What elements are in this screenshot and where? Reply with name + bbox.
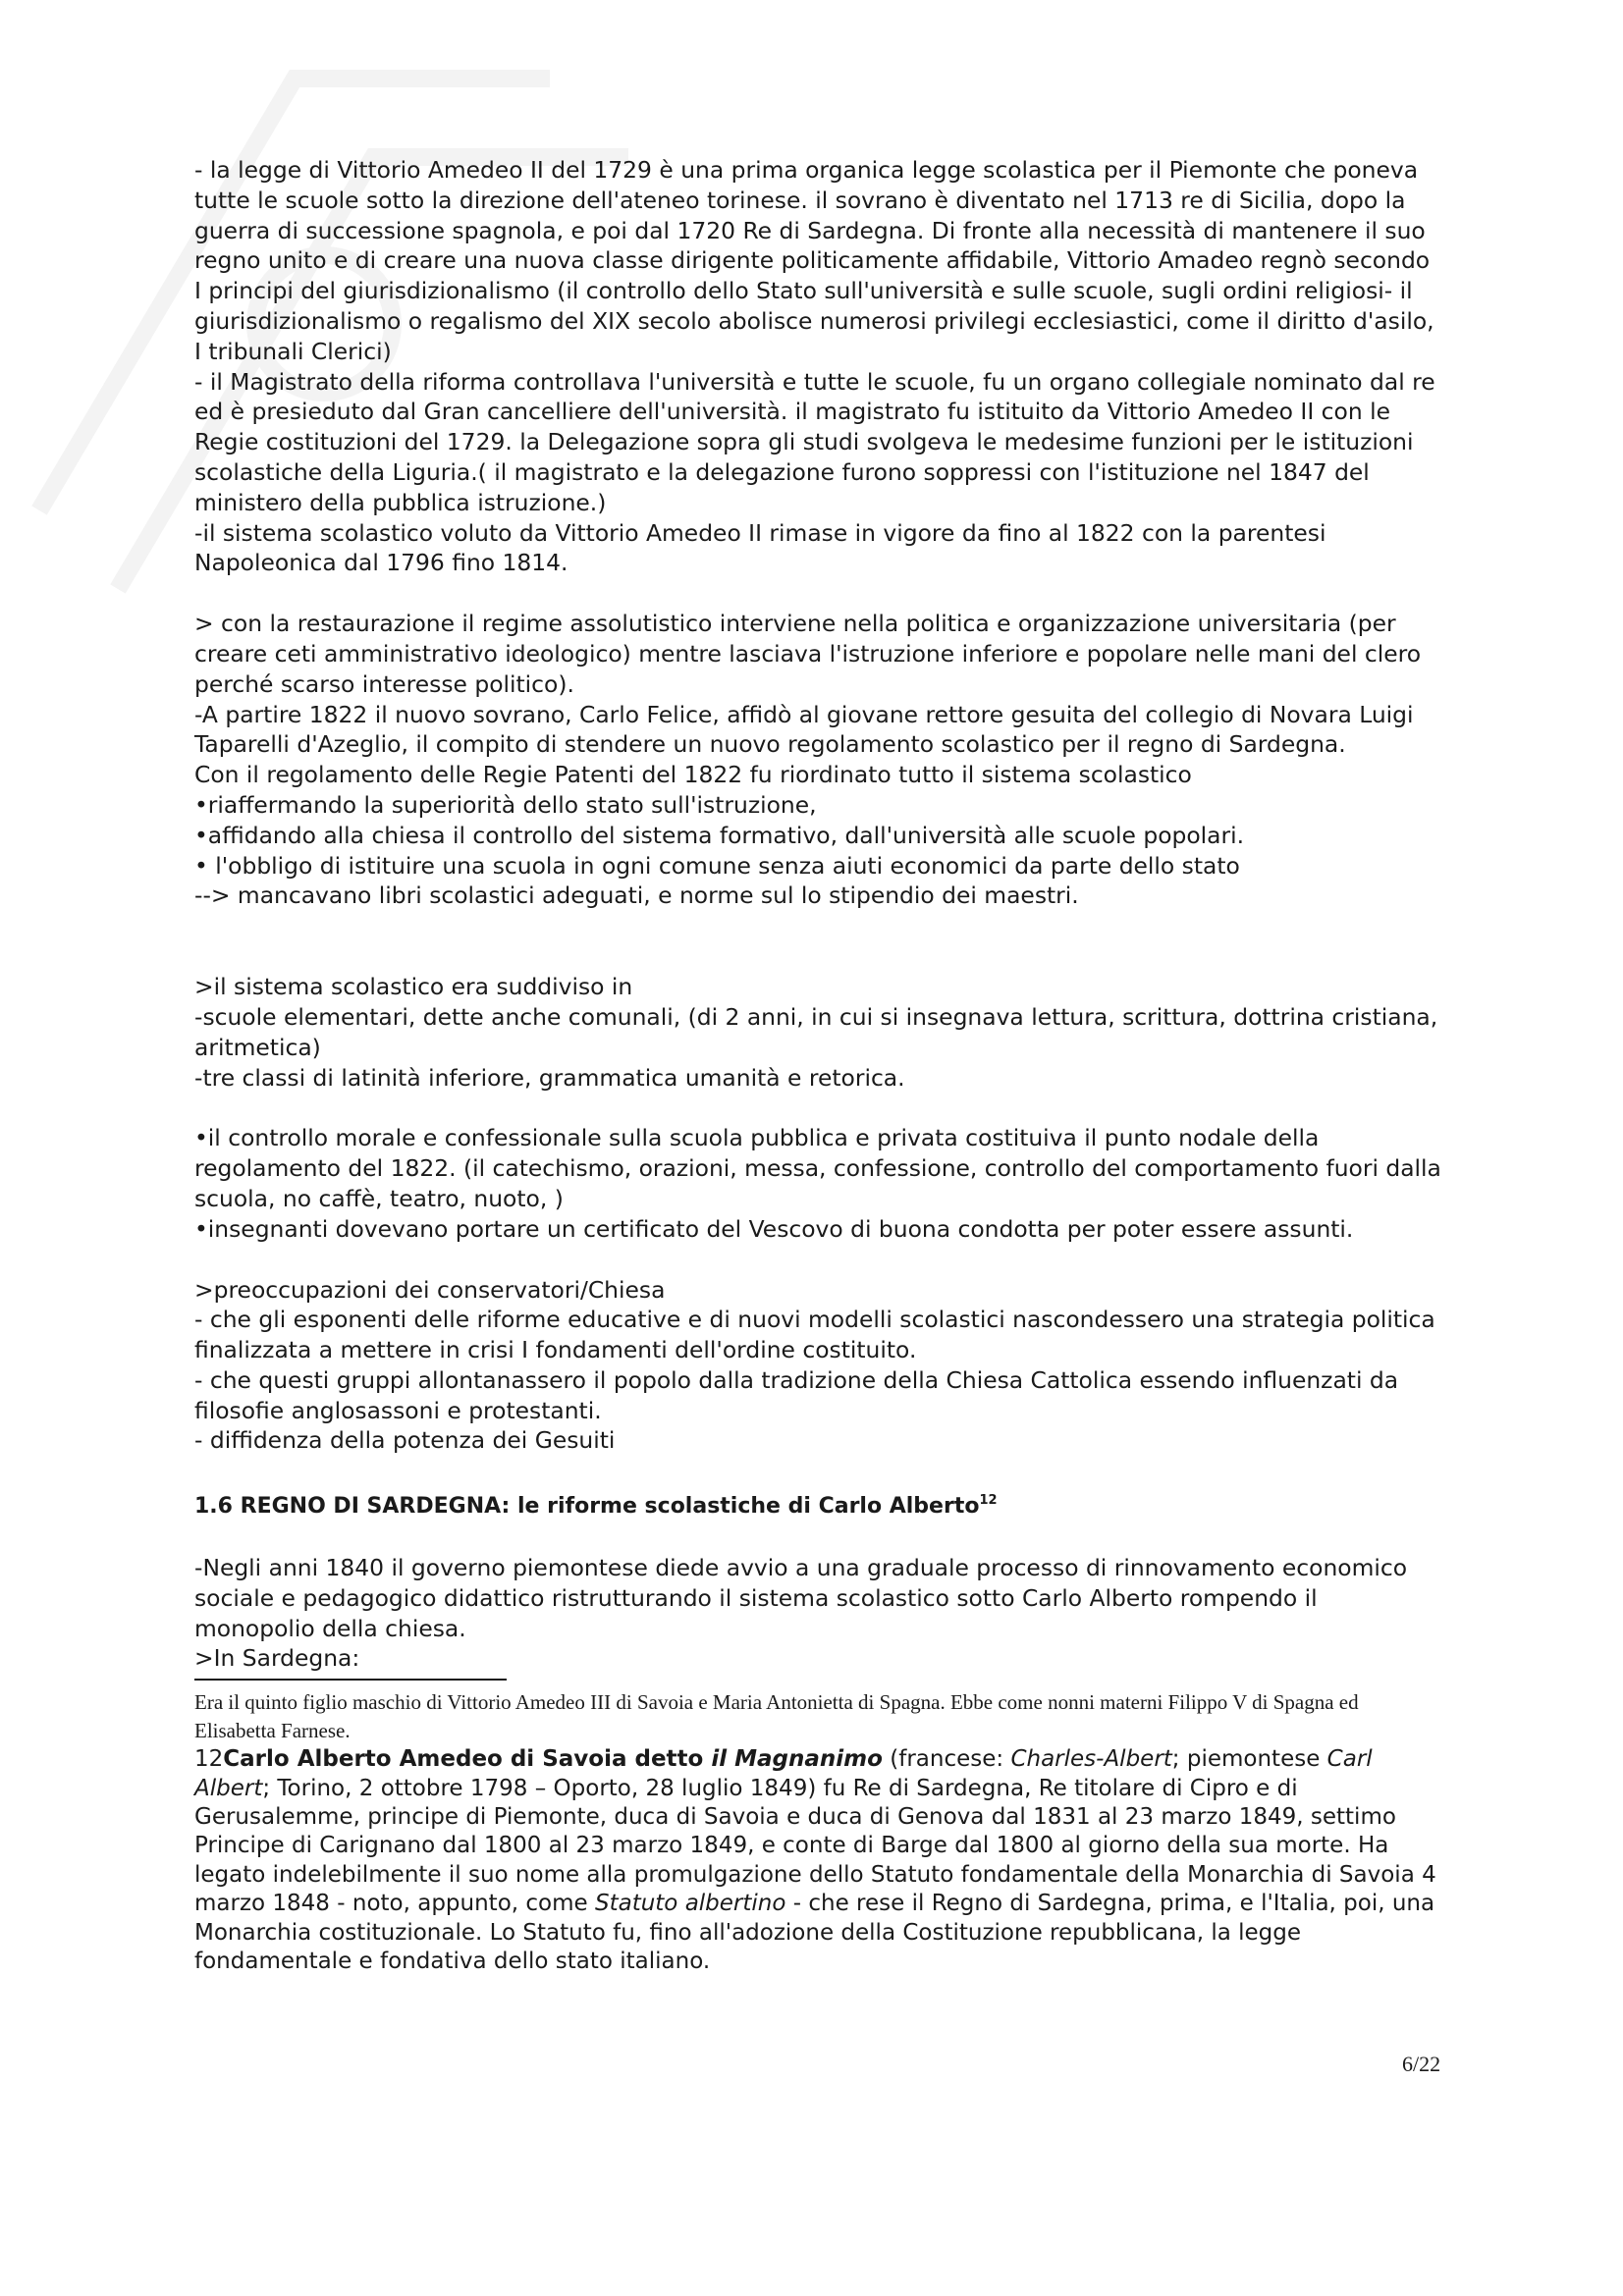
paragraph: - la legge di Vittorio Amedeo II del 1729 è una prima organica legge scolastica per il Piemonte che poneva tutte le scuole sotto la direzione dell'ateneo torinese. il sovrano è diventato nel 1713 re di Sicilia, dopo la guerra di successione spagnola, e poi dal 1720 Re di Sardegna. Di fronte alla necessità di mantenere il suo regno unito e di creare una nuova classe dirigente politicamente affidabile, Vittorio Amadeo regnò secondo I principi del giurisdizionalismo (il controllo dello Stato sull'università e sulle scuole, sugli ordini religiosi- il giurisdizionalismo o regalismo del XIX secolo abolisce numerosi privilegi ecclesiastici, come il diritto d'asilo, I tribunali Clerici) — [194, 156, 1434, 365]
paragraph: >In Sardegna: — [194, 1644, 360, 1673]
footnote-continued: Era il quinto figlio maschio di Vittorio Amedeo III di Savoia e Maria Antonietta di Spagna. Ebbe come nonni materni Filippo V di Spagna ed Elisabetta Farnese. — [194, 1690, 1359, 1743]
section-carlo-alberto — [194, 1553, 1441, 1674]
paragraph: >il sistema scolastico era suddiviso in — [194, 973, 633, 1001]
paragraph: - che gli esponenti delle riforme educative e di nuovi modelli scolastici nascondessero una strategia politica finalizzata a mettere in crisi I fondamenti dell'ordine costituito. — [194, 1306, 1435, 1364]
paragraph: --> mancavano libri scolastici adeguati, e norme sul lo stipendio dei maestri. — [194, 881, 1079, 910]
section-preoccupazioni — [194, 1275, 1441, 1457]
page-number: 6/22 — [1402, 2052, 1441, 2076]
paragraph: > con la restaurazione il regime assolutistico interviene nella politica e organizzazione universitaria (per creare ceti amministrativo ideologico) mentre lasciava l'istruzione inferiore e popolare nelle mani del clero perché scarso interesse politico). — [194, 610, 1422, 698]
footnote-12: 12Carlo Alberto Amedeo di Savoia detto il Magnanimo (francese: Charles-Albert; piemontese Carl Albert; Torino, 2 ottobre 1798 – Oporto, 28 luglio 1849) fu Re di Sardegna, Re titolare di Cipro e di Gerusalemme, principe di Piemonte, duca di Savoia e duca di Genova dal 1831 al 23 marzo 1849, settimo Principe di Carignano dal 1800 al 23 marzo 1849, e conte di Barge dal 1800 al giorno della sua morte. Ha legato indelebilmente il suo nome alla promulgazione dello Statuto fondamentale della Monarchia di Savoia 4 marzo 1848 - noto, appunto, come Statuto albertino - che rese il Regno di Sardegna, prima, e l'Italia, poi, una Monarchia costituzionale. Lo Statuto fu, fino all'adozione della Costituzione repubblicana, la legge fondamentale e fondativa dello stato italiano. — [194, 1746, 1436, 1975]
bullet-item: •insegnanti dovevano portare un certificato del Vescovo di buona condotta per poter essere assunti. — [194, 1214, 1354, 1243]
footnote-divider — [194, 1679, 507, 1681]
section-restaurazione — [194, 609, 1441, 911]
section-heading: 1.6 REGNO DI SARDEGNA: le riforme scolastiche di Carlo Alberto$^{12}$ — [194, 1493, 998, 1520]
bullet-item: •riaffermando la superiorità dello stato sull'istruzione, — [194, 790, 817, 819]
bullet-item: •il controllo morale e confessionale sulla scuola pubblica e privata costituiva il punto nodale della regolamento del 1822. (il catechismo, orazioni, messa, confessione, controllo del comportamento fuori dalla scuola, no caffè, teatro, nuoto, ) — [194, 1124, 1441, 1212]
paragraph: -tre classi di latinità inferiore, grammatica umanità e retorica. — [194, 1063, 905, 1092]
paragraph: -il sistema scolastico voluto da Vittorio Amedeo II rimase in vigore da fino al 1822 con la parentesi Napoleonica dal 1796 fino 1814. — [194, 518, 1326, 577]
paragraph: - diffidenza della potenza dei Gesuiti — [194, 1426, 616, 1455]
paragraph: - il Magistrato della riforma controllava l'università e tutte le scuole, fu un organo collegiale nominato dal re ed è presieduto dal Gran cancelliere dell'università. il magistrato fu istituito da Vittorio Amedeo II con le Regie costituzioni del 1729. la Delegazione sopra gli studi svolgeva le medesime funzioni per le istituzioni scolastiche della Liguria.( il magistrato e la delegazione furono soppressi con l'istituzione nel 1847 del ministero della pubblica istruzione.) — [194, 367, 1435, 516]
paragraph: -Negli anni 1840 il governo piemontese diede avvio a una graduale processo di rinnovamento economico sociale e pedagogico didattico ristrutturando il sistema scolastico sotto Carlo Alberto rompendo il monopolio della chiesa. — [194, 1554, 1408, 1642]
bullet-item: •affidando alla chiesa il controllo del sistema formativo, dall'università alle scuole popolari. — [194, 821, 1245, 849]
section-vittorio-amedeo — [194, 155, 1441, 578]
paragraph: -A partire 1822 il nuovo sovrano, Carlo Felice, affidò al giovane rettore gesuita del collegio di Novara Luigi Taparelli d'Azeglio, il compito di stendere un nuovo regolamento scolastico per il regno di Sardegna. — [194, 700, 1414, 759]
section-sistema-scolastico — [194, 972, 1441, 1093]
paragraph: >preoccupazioni dei conservatori/Chiesa — [194, 1275, 666, 1304]
footnote-ref[interactable]: 12 — [979, 1493, 998, 1509]
document-body — [194, 155, 1441, 1977]
paragraph: - che questi gruppi allontanassero il popolo dalla tradizione della Chiesa Cattolica essendo influenzati da filosofie anglosassoni e protestanti. — [194, 1365, 1399, 1424]
paragraph: Con il regolamento delle Regie Patenti del 1822 fu riordinato tutto il sistema scolastico — [194, 761, 1192, 789]
section-controllo-morale — [194, 1123, 1441, 1244]
paragraph: -scuole elementari, dette anche comunali, (di 2 anni, in cui si insegnava lettura, scrittura, dottrina cristiana, aritmetica) — [194, 1002, 1438, 1061]
bullet-item: • l'obbligo di istituire una scuola in ogni comune senza aiuti economici da parte dello stato — [194, 851, 1240, 880]
